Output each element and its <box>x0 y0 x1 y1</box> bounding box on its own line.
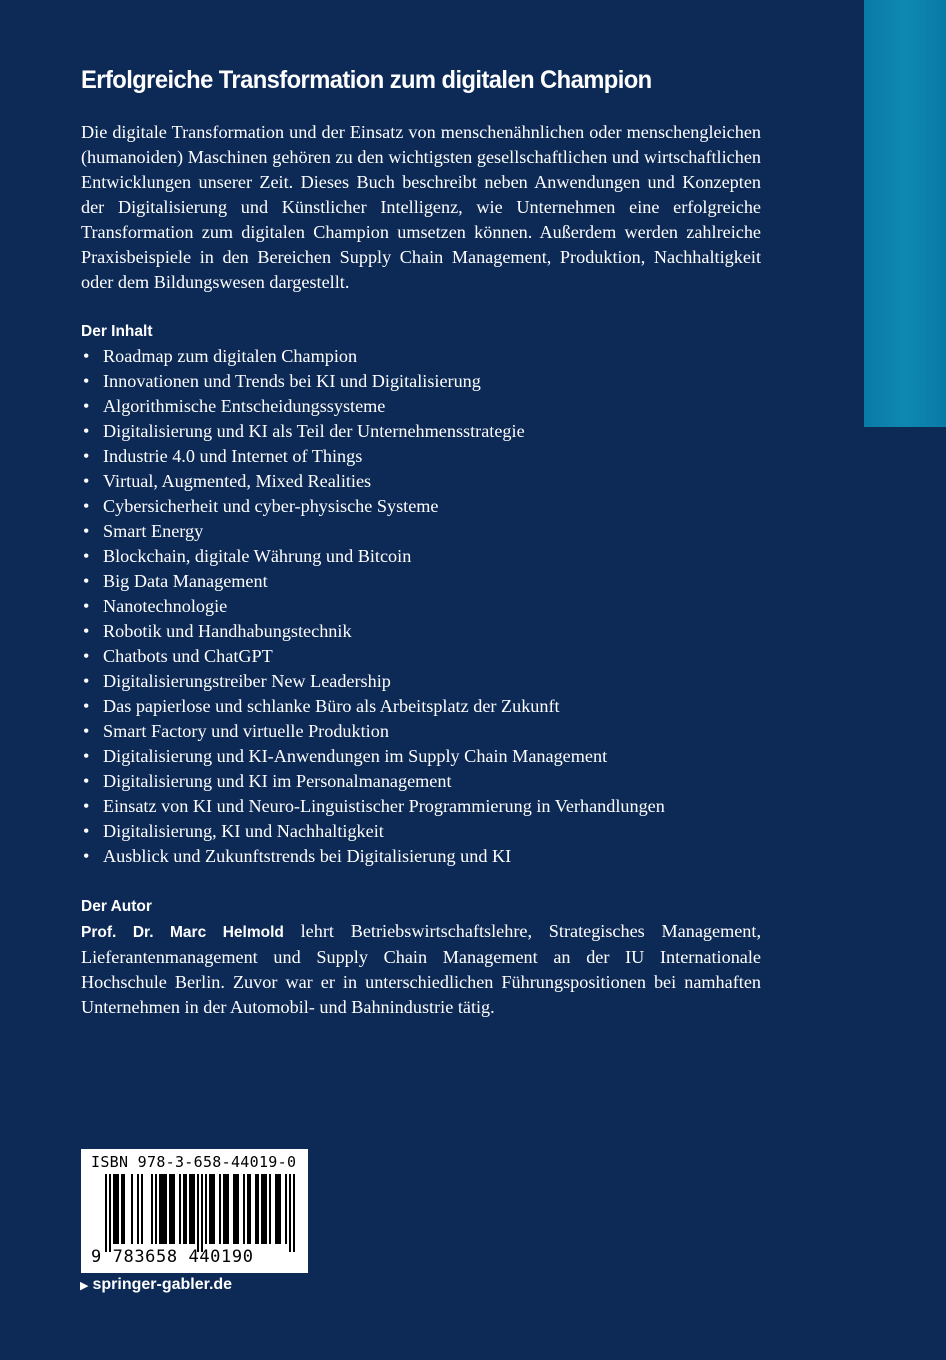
barcode-bar <box>277 1174 279 1244</box>
contents-item-text: Virtual, Augmented, Mixed Realities <box>103 471 372 491</box>
bullet-icon: • <box>83 746 90 766</box>
barcode-bar <box>171 1174 173 1244</box>
barcode-bar <box>227 1174 229 1244</box>
contents-item-text: Nanotechnologie <box>103 596 228 616</box>
barcode-bar <box>151 1174 153 1244</box>
bullet-icon: • <box>83 471 90 491</box>
contents-item-text: Digitalisierung und KI-Anwendungen im Supply Chain Management <box>103 746 608 766</box>
author-bio-text: lehrt Betriebswirtschaftslehre, Strategisches Management, Lieferantenmanagement und Supply Chain Management an der IU Internationale Hochschule Berlin. Zuvor war er in unterschiedlichen Führungspositionen bei namhaften Unternehmen in der Automobil- und Bahnindustrie tätig. <box>81 921 761 1017</box>
contents-item-text: Cybersicherheit und cyber-physische Systeme <box>103 496 439 516</box>
contents-item-text: Innovationen und Trends bei KI und Digitalisierung <box>103 371 481 391</box>
contents-item-text: Big Data Management <box>103 571 268 591</box>
barcode-bar <box>265 1174 267 1244</box>
barcode-bar <box>163 1174 165 1244</box>
contents-list-item <box>81 469 781 494</box>
contents-list-item <box>81 819 781 844</box>
bullet-icon: • <box>83 496 90 516</box>
contents-item-text: Roadmap zum digitalen Champion <box>103 346 358 366</box>
bullet-icon: • <box>83 846 90 866</box>
bullet-icon: • <box>83 821 90 841</box>
contents-item-text: Ausblick und Zukunftstrends bei Digitalisierung und KI <box>103 846 512 866</box>
barcode-bar <box>161 1174 163 1244</box>
barcode-bar <box>201 1174 203 1252</box>
contents-item-text: Digitalisierung und KI als Teil der Unternehmensstrategie <box>103 421 525 441</box>
contents-item-text: Smart Factory und virtuelle Produktion <box>103 721 389 741</box>
barcode-bar <box>257 1174 259 1244</box>
barcode-bar <box>263 1174 265 1244</box>
contents-list-item <box>81 544 781 569</box>
barcode-bar <box>255 1174 257 1244</box>
barcode-bar <box>247 1174 249 1244</box>
contents-item-text: Smart Energy <box>103 521 204 541</box>
barcode-bar <box>233 1174 235 1244</box>
barcode-bar <box>193 1174 195 1244</box>
contents-item-text: Einsatz von KI und Neuro-Linguistischer Programmierung in Verhandlungen <box>103 796 665 816</box>
bullet-icon: • <box>83 521 90 541</box>
contents-list-item <box>81 669 781 694</box>
bullet-icon: • <box>83 671 90 691</box>
isbn-barcode <box>81 1149 308 1273</box>
barcode-bar <box>289 1174 291 1252</box>
barcode-bar <box>219 1174 221 1244</box>
barcode-bar <box>159 1174 161 1244</box>
barcode-bar <box>183 1174 185 1244</box>
play-arrow-icon: ▶ <box>80 1279 89 1292</box>
barcode-bar <box>293 1174 295 1252</box>
contents-list-item <box>81 519 781 544</box>
bullet-icon: • <box>83 596 90 616</box>
contents-list-item <box>81 844 781 869</box>
barcode-bar <box>117 1174 119 1244</box>
bullet-icon: • <box>83 346 90 366</box>
contents-item-text: Industrie 4.0 und Internet of Things <box>103 446 363 466</box>
publisher-url: springer-gabler.de <box>92 1276 233 1293</box>
ean-digits: 9 783658 440190 <box>91 1247 254 1267</box>
barcode-bar <box>249 1174 251 1244</box>
contents-item-text: Digitalisierungstreiber New Leadership <box>103 671 391 691</box>
barcode-bar <box>185 1174 187 1244</box>
barcode-bar <box>275 1174 277 1244</box>
bullet-icon: • <box>83 621 90 641</box>
barcode-bar <box>141 1174 143 1244</box>
contents-list-item <box>81 369 781 394</box>
barcode-bar <box>121 1174 123 1244</box>
barcode-bar <box>179 1174 181 1244</box>
bullet-icon: • <box>83 646 90 666</box>
barcode-bar <box>137 1174 139 1244</box>
contents-list-item <box>81 419 781 444</box>
barcode-bar <box>165 1174 167 1244</box>
barcode-bar <box>173 1174 175 1244</box>
isbn-label: ISBN 978-3-658-44019-0 <box>91 1153 297 1171</box>
contents-item-text: Digitalisierung, KI und Nachhaltigkeit <box>103 821 384 841</box>
barcode-bar <box>123 1174 125 1244</box>
barcode-bar <box>225 1174 227 1244</box>
contents-list <box>81 344 781 869</box>
contents-list-item <box>81 644 781 669</box>
bullet-icon: • <box>83 721 90 741</box>
contents-list-item <box>81 569 781 594</box>
barcode-bar <box>189 1174 191 1244</box>
bullet-icon: • <box>83 546 90 566</box>
contents-item-text: Algorithmische Entscheidungssysteme <box>103 396 386 416</box>
bullet-icon: • <box>83 696 90 716</box>
book-title: Erfolgreiche Transformation zum digitalen Champion <box>81 66 652 94</box>
bullet-icon: • <box>83 796 90 816</box>
barcode-bar <box>169 1174 171 1244</box>
bullet-icon: • <box>83 396 90 416</box>
barcode-bar <box>279 1174 281 1244</box>
contents-list-item <box>81 694 781 719</box>
contents-list-item <box>81 719 781 744</box>
contents-item-text: Robotik und Handhabungstechnik <box>103 621 352 641</box>
bullet-icon: • <box>83 571 90 591</box>
contents-list-item <box>81 794 781 819</box>
contents-list-item <box>81 769 781 794</box>
barcode-bar <box>211 1174 213 1244</box>
barcode-bar <box>109 1174 111 1252</box>
publisher-link[interactable] <box>80 1276 232 1294</box>
author-heading: Der Autor <box>81 898 152 915</box>
accent-bar <box>864 0 946 427</box>
contents-item-text: Blockchain, digitale Währung und Bitcoin <box>103 546 412 566</box>
contents-list-item <box>81 394 781 419</box>
barcode-bar <box>285 1174 287 1244</box>
barcode-bar <box>209 1174 211 1244</box>
author-bio <box>81 919 761 1020</box>
barcode-bar <box>113 1174 115 1244</box>
contents-list-item <box>81 744 781 769</box>
author-name: Prof. Dr. Marc Helmold <box>81 924 284 941</box>
bullet-icon: • <box>83 421 90 441</box>
barcode-bar <box>261 1174 263 1244</box>
barcode-bar <box>131 1174 133 1244</box>
barcode-bar <box>105 1174 107 1252</box>
barcode-bar <box>115 1174 117 1244</box>
barcode-bar <box>213 1174 215 1244</box>
barcode-bar <box>237 1174 239 1244</box>
barcode-bar <box>235 1174 237 1244</box>
barcode-bar <box>243 1174 245 1244</box>
contents-heading: Der Inhalt <box>81 323 153 340</box>
contents-item-text: Chatbots und ChatGPT <box>103 646 273 666</box>
barcode-bar <box>155 1174 157 1244</box>
contents-list-item <box>81 344 781 369</box>
barcode-bar <box>269 1174 271 1244</box>
barcode-bar <box>191 1174 193 1244</box>
bullet-icon: • <box>83 371 90 391</box>
contents-list-item <box>81 444 781 469</box>
barcode-bar <box>223 1174 225 1244</box>
contents-list-item <box>81 619 781 644</box>
barcode-bar <box>197 1174 199 1252</box>
back-cover-content <box>81 62 781 1020</box>
contents-item-text: Digitalisierung und KI im Personalmanagement <box>103 771 452 791</box>
contents-item-text: Das papierlose und schlanke Büro als Arbeitsplatz der Zukunft <box>103 696 560 716</box>
bullet-icon: • <box>83 771 90 791</box>
intro-paragraph: Die digitale Transformation und der Einsatz von menschenähnlichen oder menschengleichen (humanoiden) Maschinen gehören zu den wichtigsten gesellschaftlichen und wirtschaftlichen Entwicklungen unserer Zeit. Dieses Buch beschreibt neben Anwendungen und Konzepten der Digitalisierung und Künstlicher Intelligenz, wie Unternehmen eine erfolgreiche Transformation zum digitalen Champion umsetzen können. Außerdem werden zahlreiche Praxisbeispiele in den Bereichen Supply Chain Management, Produktion, Nachhaltigkeit oder dem Bildungswesen dargestellt. <box>81 122 761 292</box>
bullet-icon: • <box>83 446 90 466</box>
contents-list-item <box>81 594 781 619</box>
barcode-bar <box>205 1174 207 1244</box>
contents-list-item <box>81 494 781 519</box>
